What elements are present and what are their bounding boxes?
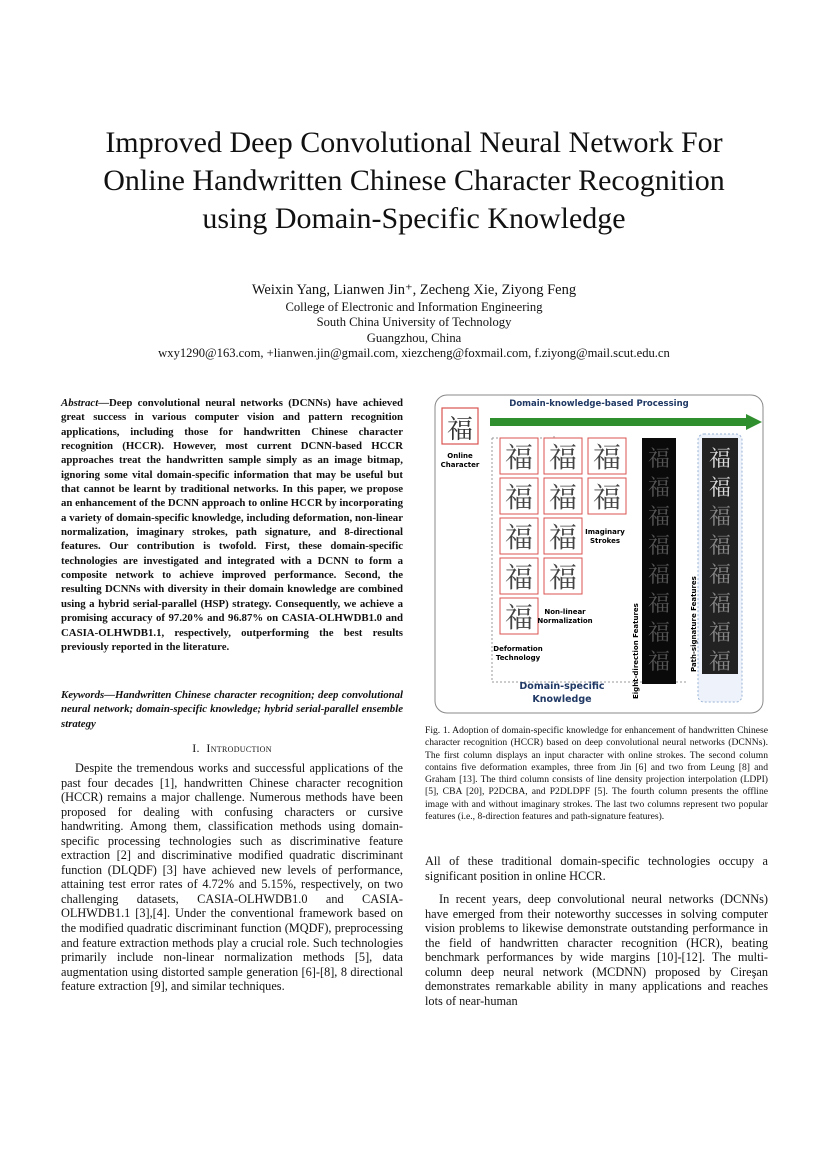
paper-title <box>40 124 788 238</box>
path-signature-map: 福 <box>708 534 732 559</box>
deformation-sample-glyph: 福 <box>504 441 534 474</box>
deformation-sample-glyph: 福 <box>548 481 578 514</box>
deformation-label: Deformation <box>493 645 543 653</box>
path-signature-label: Path-signature Features <box>690 576 698 672</box>
online-label: Character <box>440 461 480 469</box>
keywords-text: —Handwritten Chinese character recognition; deep convolutional neural network; domain-specific knowledge; hybrid serial-parallel ensemble strategy <box>61 689 403 730</box>
paragraph: Despite the tremendous works and successful applications of the past four decades [1], handwritten Chinese character recognition (HCCR) remains a major challenge. Numerous methods have been proposed for dealing with confusing characters or cursive handwriting. Among them, classification methods using domain-specific processing technologies such as discriminative feature extraction [2] and discriminative modified quadratic discriminant function (DLQDF) [3] have achieved new levels of performance, attaining test error rates of 4.72% and 5.15%, respectively, on two challenging datasets, CASIA-OLHWDB1.0 and CASIA-OLHWDB1.1 [3],[4]. Under the conventional framework based on the modified quadratic discriminant function (MQDF), preprocessing and feature extraction methods play a crucial role. Such technologies primarily include non-linear normalization methods [5], data augmentation using distorted sample generation [6]-[8], 8 directional feature extraction [9], and similar techniques. <box>61 761 403 994</box>
deformation-sample-glyph: 福 <box>504 521 534 554</box>
keywords <box>61 688 403 731</box>
deformation-sample-glyph: 福 <box>592 481 622 514</box>
abstract <box>61 396 403 654</box>
author-emails: wxy1290@163.com, +lianwen.jin@gmail.com, xiezcheng@foxmail.com, f.ziyong@mail.scut.edu.cn <box>158 345 670 360</box>
imaginary-label: Strokes <box>589 537 621 545</box>
path-signature-map: 福 <box>708 592 732 617</box>
path-signature-map: 福 <box>708 476 732 501</box>
direction-feature-map: 福 <box>647 476 671 501</box>
direction-feature-map: 福 <box>647 505 671 530</box>
right-body-1 <box>425 854 768 883</box>
section-heading <box>61 741 403 756</box>
direction-feature-map: 福 <box>647 447 671 472</box>
path-signature-map: 福 <box>708 505 732 530</box>
deformation-sample-glyph: 福 <box>504 601 534 634</box>
author-list: Weixin Yang, Lianwen Jin⁺, Zecheng Xie, Ziyong Feng <box>251 282 577 298</box>
section-number: I. <box>192 741 200 755</box>
title-line: using Domain-Specific Knowledge <box>202 202 626 235</box>
direction-feature-map: 福 <box>647 592 671 617</box>
deformation-sample-glyph: 福 <box>548 561 578 594</box>
section-title: Introduction <box>206 741 272 755</box>
affiliation-line: South China University of Technology <box>316 315 512 330</box>
introduction-body <box>61 761 403 994</box>
eight-direction-label: Eight-direction Features <box>632 603 640 699</box>
direction-feature-map: 福 <box>647 563 671 588</box>
title-line: Online Handwritten Chinese Character Recognition <box>103 164 725 197</box>
online-glyph: 福 <box>446 415 474 445</box>
path-signature-map: 福 <box>708 563 732 588</box>
affiliation-line: Guangzhou, China <box>366 330 462 345</box>
nonlinear-label: Non-linear <box>544 608 586 616</box>
paragraph: In recent years, deep convolutional neural networks (DCNNs) have emerged from their noteworthy successes in solving computer vision problems to likewise demonstrate outstanding performance in the field of handwritten character recognition (HCR), beating benchmark performances by wide margins [10]-[12]. The multi-column deep neural network (MCDNN) proposed by Cireşan demonstrates remarkable ability in many applications and reaches lots of near-human <box>425 892 768 1008</box>
deformation-sample-glyph: 福 <box>504 481 534 514</box>
path-signature-map: 福 <box>708 650 732 675</box>
path-signature-map: 福 <box>708 447 732 472</box>
figure-header: Domain-knowledge-based Processing <box>509 399 689 409</box>
deformation-sample-glyph: 福 <box>592 441 622 474</box>
online-label: Online <box>447 452 473 460</box>
figure-caption: Fig. 1. Adoption of domain-specific knowledge for enhancement of handwritten Chinese character recognition (HCCR) based on deep convolutional neural networks (DCNNs). The first column displays an input character with online strokes. The second column contains five deformation examples, three from Jin [6] and two from Leung [8] and Graham [13]. The third column consists of line density projection interpolation (LDPI) [5], CBA [20], P2DCBA, and P2DLDPF [5]. The fourth column presents the offline image with and without imaginary strokes. The last two columns represent two popular features (i.e., 8-direction features and path-signature features). <box>425 725 768 823</box>
keywords-label: Keywords <box>61 689 105 701</box>
title-line: Improved Deep Convolutional Neural Network For <box>105 126 723 159</box>
eight-direction-strip <box>642 438 676 684</box>
direction-feature-map: 福 <box>647 534 671 559</box>
abstract-text: —Deep convolutional neural networks (DCNNs) have achieved great success in various computer vision and pattern recognition applications, including those for handwritten Chinese character recognition (HCCR). However, most current DCNN-based HCCR approaches treat the handwritten sample simply as an image bitmap, ignoring some vital domain-specific information that may be useful but that cannot be learnt by traditional networks. In this paper, we propose an enhancement of the DCNN approach to online HCCR by incorporating a variety of domain-specific knowledge, including deformation, non-linear normalization, imaginary strokes, path signature, and 8-directional features. Our contribution is twofold. First, these domain-specific technologies are investigated and integrated with a DCNN to form a composite network to achieve improved performance. Second, the resulting DCNNs with diversity in their domain knowledge are combined using a hybrid serial-parallel (HSP) strategy. Consequently, we achieve a promising accuracy of 97.20% and 96.87% on CASIA-OLHWDB1.0 and CASIA-OLHWDB1.1, respectively, outperforming the best results previously reported in the literature. <box>61 397 403 653</box>
nonlinear-label: Normalization <box>537 617 593 625</box>
deformation-sample-glyph: 福 <box>504 561 534 594</box>
abstract-label: Abstract <box>61 397 99 409</box>
direction-feature-map: 福 <box>647 650 671 675</box>
deformation-label: Technology <box>495 654 541 662</box>
paragraph: All of these traditional domain-specific technologies occupy a significant position in online HCCR. <box>425 854 768 883</box>
imaginary-label: Imaginary <box>585 528 625 536</box>
direction-feature-map: 福 <box>647 621 671 646</box>
affiliation <box>40 300 788 361</box>
domain-knowledge-label: Knowledge <box>532 694 592 705</box>
figure-1 <box>434 394 764 714</box>
affiliation-line: College of Electronic and Information Engineering <box>285 300 543 314</box>
right-body-2 <box>425 892 768 1008</box>
deformation-sample-glyph: 福 <box>548 441 578 474</box>
deformation-sample-glyph: 福 <box>548 521 578 554</box>
path-signature-map: 福 <box>708 621 732 646</box>
domain-knowledge-label: Domain-specific <box>519 681 605 692</box>
